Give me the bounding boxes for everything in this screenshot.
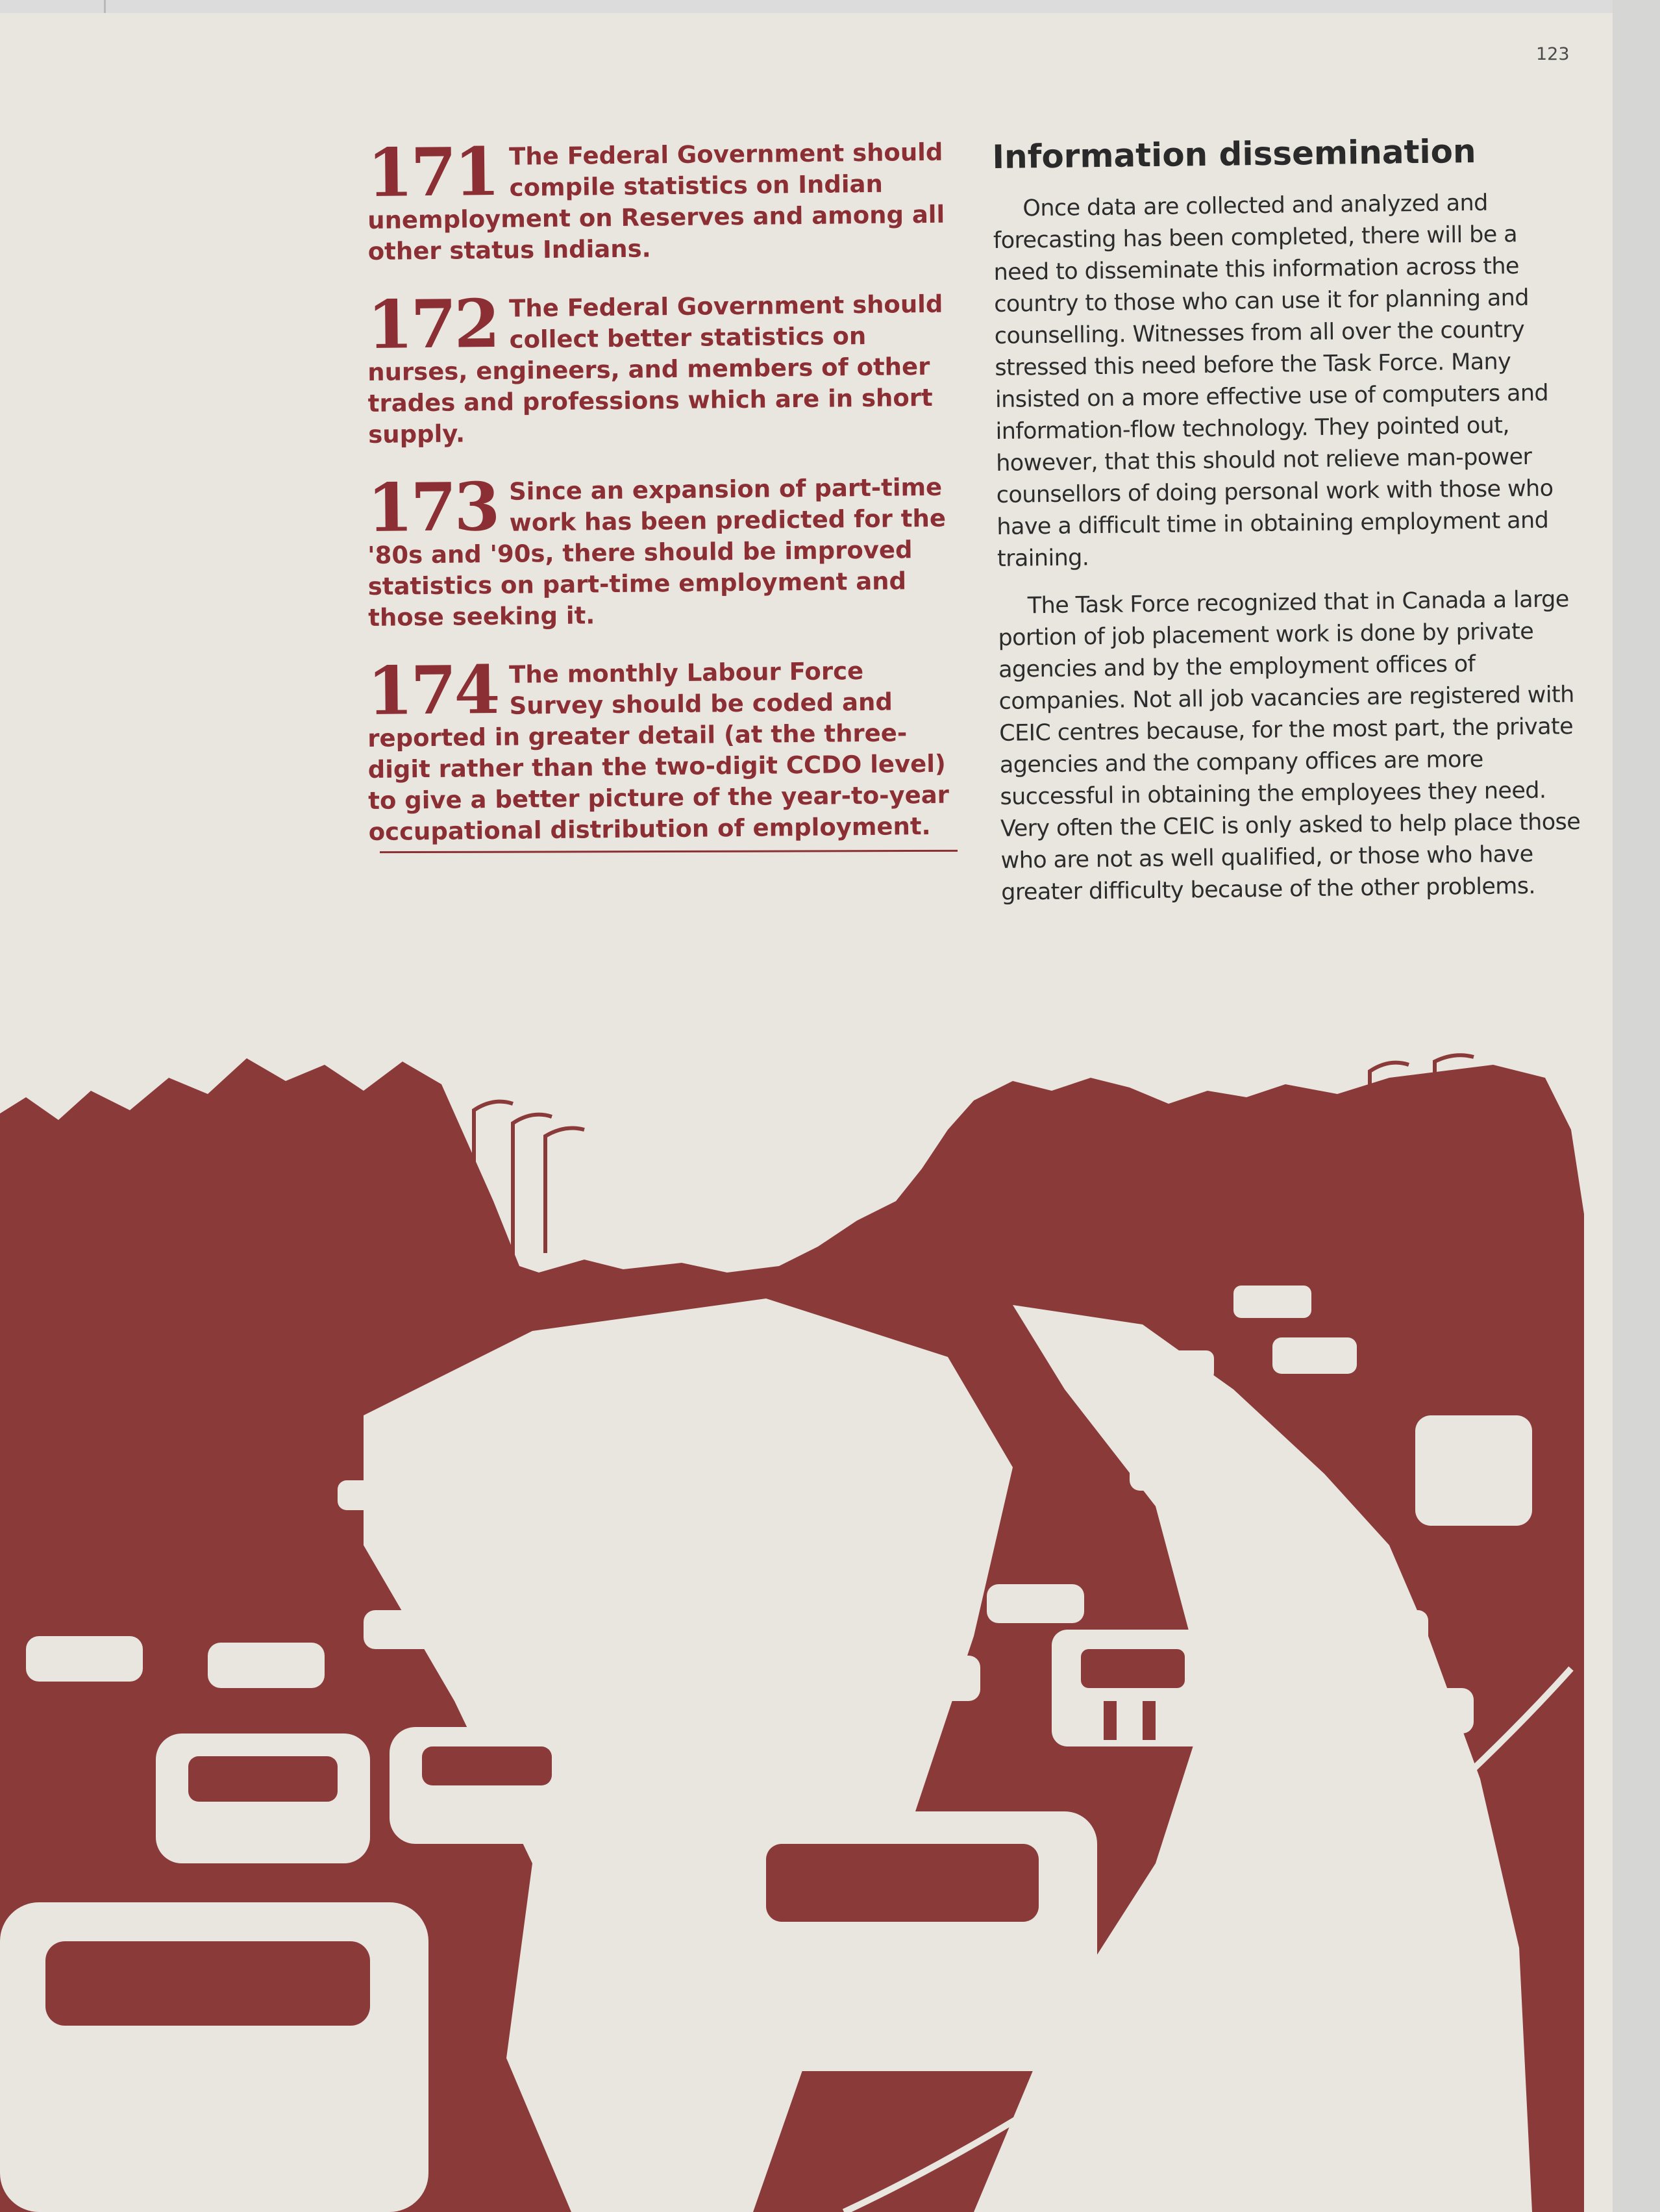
section-paragraph: The Task Force recognized that in Canada a large portion of job placement work is done by private agencies and by the employment offices of companies. Not all job vacancies are registered with CEIC centres because, for the most part, the private agencies and the company offices are more successful in obtaining the employees they need. Very often the CEIC is only asked to help place those who are not as well qualified, or those who have greater difficulty because of the other problems. (998, 586, 1581, 906)
information-dissemination-section (992, 128, 1586, 925)
page-number: 123 (1536, 44, 1570, 64)
recommendation-number: 173 (366, 467, 499, 547)
recommendation-text: The Federal Government should compile statistics on Indian unemployment on Reserves and among all other status Indians. (367, 138, 945, 266)
highway-traffic-photo (0, 1052, 1613, 2212)
section-heading: Information dissemination (992, 132, 1476, 176)
recommendation-172 (366, 284, 962, 451)
document-page (0, 13, 1613, 2212)
scan-border-right (1613, 0, 1660, 2212)
recommendation-text: The Federal Government should collect better statistics on nurses, engineers, and members of other trades and professions which are in short supply. (367, 290, 943, 449)
recommendation-173 (366, 467, 962, 634)
recommendation-text: The monthly Labour Force Survey should be coded and reported in greater detail (at the three-digit rather than the two-digit CCDO level) to give a better picture of the year-to-year occupational distribution of employment. (367, 656, 950, 846)
recommendation-number: 171 (366, 132, 499, 212)
recommendation-174 (366, 651, 963, 848)
recommendation-number: 172 (366, 284, 499, 364)
recommendation-text: Since an expansion of part-time work has been predicted for the '80s and '90s, there should be improved statistics on part-time employment and those seeking it. (367, 473, 947, 632)
recommendation-171 (366, 132, 962, 267)
section-paragraph: Once data are collected and analyzed and forecasting has been completed, there will be a need to disseminate this information across the country to those who can use it for planning and counselling. Witnesses from all over the country stressed this need before the Task Force. Many insisted on a more effective use of computers and information-flow technology. They pointed out, however, that this should not relieve man-power counsellors of doing personal work with those who have a difficult time in obtaining employment and training. (993, 190, 1554, 572)
recommendations-column (366, 132, 961, 875)
recommendation-number: 174 (366, 651, 499, 730)
